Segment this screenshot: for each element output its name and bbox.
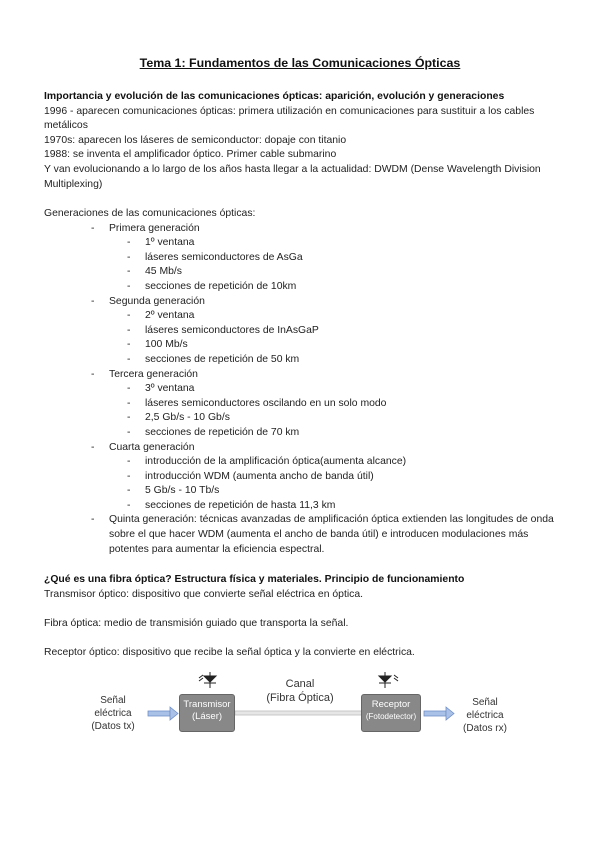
- list-item: - Quinta generación: técnicas avanzadas de amplificación óptica extienden las longitudes de onda sobre el que hacer WDM (aumenta el ancho de banda útil) e introducen modulaciones más potentes para aumentar la eficiencia espectral.: [44, 513, 564, 557]
- list-subitem: - 2,5 Gb/s - 10 Gb/s: [44, 411, 564, 426]
- box-label: (Fotodetector): [365, 712, 417, 721]
- list-item: - Primera generación: [44, 222, 564, 237]
- section-heading-evolution: Importancia y evolución de las comunicaciones ópticas: aparición, evolución y generaciones: [44, 91, 505, 102]
- output-signal-label: [452, 696, 518, 735]
- list-subitem: - 5 Gb/s - 10 Tb/s: [44, 484, 564, 499]
- list-subitem: - secciones de repetición de 50 km: [44, 353, 564, 368]
- paragraph: Y van evolucionando a lo largo de los años hasta llegar a la actualidad: DWDM (Dense Wavelength Division Multiplexing): [44, 163, 541, 190]
- label-line: Canal: [285, 678, 315, 690]
- list-item: - Segunda generación: [44, 295, 564, 310]
- list-subitem: - introducción de la amplificación óptica(aumenta alcance): [44, 455, 564, 470]
- box-label: (Láser): [191, 711, 223, 722]
- list-subitem: - secciones de repetición de 10km: [44, 280, 564, 295]
- paragraph: 1988: se inventa el amplificador óptico. Primer cable submarino: [44, 149, 337, 161]
- list-subitem: - láseres semiconductores de InAsGaP: [44, 324, 564, 339]
- box-label: Receptor: [371, 699, 411, 710]
- fiber-line: [235, 711, 362, 715]
- box-label: Transmisor: [183, 699, 231, 710]
- section-heading-fiber: ¿Qué es una fibra óptica? Estructura física y materiales. Principio de funcionamiento: [44, 574, 465, 585]
- input-signal-label: [80, 694, 146, 733]
- list-subitem: - 45 Mb/s: [44, 265, 564, 280]
- paragraph: 1970s: aparecen los láseres de semiconductor: dopaje con titanio: [44, 134, 347, 146]
- paragraph: 1996 - aparecen comunicaciones ópticas: primera utilización en comunicaciones para sustituir a los cables metálicos: [44, 105, 535, 132]
- photodiode-icon: [379, 672, 398, 688]
- label-line: (Datos rx): [463, 723, 507, 734]
- list-subitem: - 2º ventana: [44, 309, 564, 324]
- list-subitem: - secciones de repetición de 70 km: [44, 426, 564, 441]
- page-title: Tema 1: Fundamentos de las Comunicaciones Ópticas: [139, 56, 461, 70]
- list-subitem: - 1º ventana: [44, 236, 564, 251]
- section-fiber: [44, 573, 564, 661]
- transmitter-box: [179, 694, 235, 732]
- paragraph: Receptor óptico: dispositivo que recibe la señal óptica y la convierte en eléctrica.: [44, 646, 415, 658]
- receiver-box: [361, 694, 421, 732]
- generations-list: [44, 222, 564, 558]
- label-line: eléctrica: [466, 710, 504, 721]
- label-line: (Datos tx): [91, 721, 135, 732]
- section-generations: [44, 207, 564, 557]
- channel-label: [255, 677, 345, 705]
- generations-intro: Generaciones de las comunicaciones ópticas:: [44, 208, 256, 219]
- list-subitem: - secciones de repetición de hasta 11,3 km: [44, 499, 564, 514]
- list-item: - Tercera generación: [44, 368, 564, 383]
- list-subitem: - láseres semiconductores oscilando en un solo modo: [44, 397, 564, 412]
- output-arrow-icon: [424, 707, 454, 720]
- label-line: (Fibra Óptica): [266, 692, 334, 704]
- paragraph: Transmisor óptico: dispositivo que convierte señal eléctrica en óptica.: [44, 588, 363, 600]
- list-subitem: - 3º ventana: [44, 382, 564, 397]
- optical-link-diagram: [80, 668, 520, 748]
- input-arrow-icon: [148, 707, 178, 720]
- paragraph: Fibra óptica: medio de transmisión guiado que transporta la señal.: [44, 617, 349, 629]
- label-line: eléctrica: [94, 708, 132, 719]
- list-subitem: - 100 Mb/s: [44, 338, 564, 353]
- list-subitem: - láseres semiconductores de AsGa: [44, 251, 564, 266]
- laser-diode-icon: [199, 672, 216, 688]
- section-evolution: [44, 90, 564, 192]
- label-line: Señal: [472, 697, 498, 708]
- list-subitem: - introducción WDM (aumenta ancho de banda útil): [44, 470, 564, 485]
- list-item: - Cuarta generación: [44, 441, 564, 456]
- label-line: Señal: [100, 695, 126, 706]
